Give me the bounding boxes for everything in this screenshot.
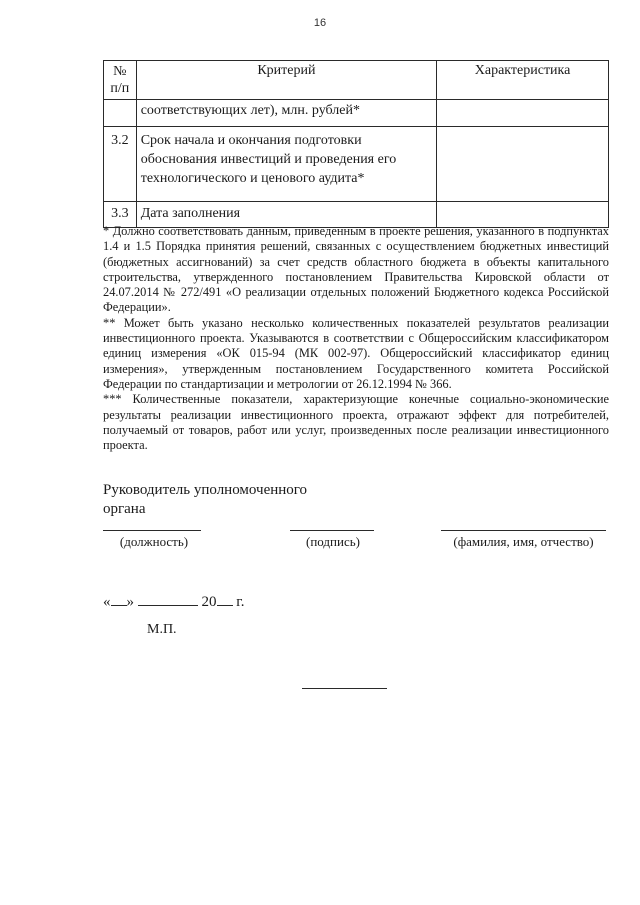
header-criterion: Критерий: [136, 61, 436, 100]
footnote-1: * Должно соответствовать данным, приведенным в проекте решения, указанного в подпунктах 1.4 и 1.5 Порядка принятия решений, связанных с осуществлением бюджетных инвестиций (бюджетных ассигнований) за счет средств областного бюджета в объекты капитального строительства, утвержденного постановлением Правительства Кировской области от 24.07.2014 № 272/491 «О реализации отдельных положений Бюджетного кодекса Российской Федерации».: [103, 224, 609, 315]
row-num: 3.3: [104, 202, 137, 228]
date-line: [103, 591, 244, 611]
signature-line: [290, 530, 374, 531]
name-line: [441, 530, 606, 531]
page-number: 16: [313, 17, 327, 29]
year-suffix: г.: [236, 594, 245, 610]
signature-caption: (подпись): [306, 534, 360, 549]
row-num: 3.2: [104, 127, 137, 202]
year-prefix: 20: [201, 594, 217, 610]
position-line: [103, 530, 201, 531]
row-characteristic: [437, 127, 609, 202]
closing-separator-line: [302, 688, 387, 689]
day-blank: [111, 591, 127, 606]
table-row: [104, 127, 609, 202]
row-criterion: Дата заполнения: [136, 202, 436, 228]
date-close-quote: »: [126, 594, 134, 610]
date-open-quote: «: [103, 594, 111, 610]
row-characteristic: [437, 100, 609, 127]
name-caption: (фамилия, имя, отчество): [453, 534, 594, 549]
row-criterion: соответствующих лет), млн. рублей*: [136, 100, 436, 127]
row-num: [104, 100, 137, 127]
table-row: [104, 100, 609, 127]
footnote-2: ** Может быть указано несколько количественных показателей результатов реализации инвестиционного проекта. Указываются в соответствии с Общероссийским классификатором единиц измерения «ОК 015-94 (МК 002-97). Общероссийский классификатор единиц измерения», утвержденным постановлением Государственного комитета Российской Федерации по стандартизации и метрологии от 26.12.1994 № 366.: [103, 315, 609, 391]
row-criterion: Срок начала и окончания подготовки обоснования инвестиций и проведения его технологического и ценового аудита*: [136, 127, 436, 202]
header-characteristic: Характеристика: [437, 61, 609, 100]
position-caption: (должность): [119, 534, 189, 549]
year-blank: [217, 591, 233, 606]
footnotes: [103, 224, 609, 453]
header-num: № п/п: [104, 61, 137, 100]
month-blank: [138, 591, 198, 606]
criteria-table: [103, 60, 609, 228]
stamp-label: М.П.: [147, 622, 177, 637]
signature-title: [103, 481, 318, 519]
table-header-row: [104, 61, 609, 100]
signature-title-text: Руководитель уполномоченного органа: [103, 482, 308, 517]
footnote-3: *** Количественные показатели, характеризующие конечные социально-экономические результаты реализации инвестиционного проекта, отражают эффект для потребителей, получаемый от товаров, работ или услуг, произведенных после реализации инвестиционного проекта.: [103, 392, 609, 453]
